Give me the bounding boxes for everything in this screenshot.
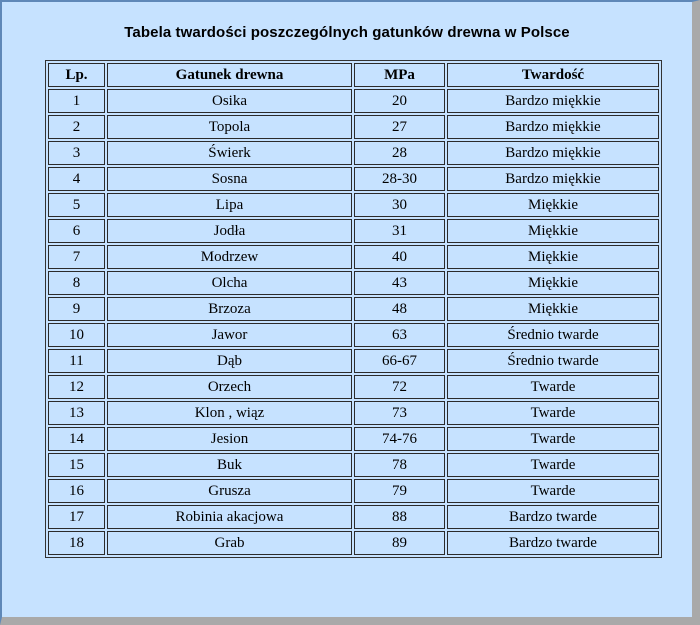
table-row [48,453,659,477]
cell-species: Dąb [107,349,352,373]
cell-number: 8 [48,271,105,295]
column-header-number: Lp. [48,63,105,87]
cell-number: 13 [48,401,105,425]
cell-mpa: 43 [354,271,445,295]
cell-mpa: 78 [354,453,445,477]
cell-mpa: 31 [354,219,445,243]
column-header-species: Gatunek drewna [107,63,352,87]
cell-mpa: 20 [354,89,445,113]
cell-species: Jesion [107,427,352,451]
cell-number: 4 [48,167,105,191]
table-row [48,401,659,425]
cell-hardness: Miękkie [447,219,659,243]
cell-hardness: Średnio twarde [447,349,659,373]
cell-species: Brzoza [107,297,352,321]
table-row [48,245,659,269]
cell-species: Robinia akacjowa [107,505,352,529]
cell-hardness: Bardzo miękkie [447,89,659,113]
cell-species: Świerk [107,141,352,165]
cell-number: 2 [48,115,105,139]
cell-mpa: 74-76 [354,427,445,451]
cell-mpa: 88 [354,505,445,529]
cell-number: 17 [48,505,105,529]
cell-species: Orzech [107,375,352,399]
cell-hardness: Miękkie [447,193,659,217]
cell-mpa: 28-30 [354,167,445,191]
cell-number: 7 [48,245,105,269]
column-header-hardness: Twardość [447,63,659,87]
cell-mpa: 63 [354,323,445,347]
column-header-mpa: MPa [354,63,445,87]
cell-mpa: 40 [354,245,445,269]
cell-hardness: Bardzo miękkie [447,115,659,139]
table-body [48,89,659,555]
cell-hardness: Twarde [447,453,659,477]
cell-hardness: Bardzo twarde [447,505,659,529]
cell-species: Buk [107,453,352,477]
cell-number: 12 [48,375,105,399]
table-row [48,271,659,295]
table-row [48,505,659,529]
cell-mpa: 89 [354,531,445,555]
cell-mpa: 28 [354,141,445,165]
table-row [48,167,659,191]
table-row [48,141,659,165]
cell-hardness: Twarde [447,479,659,503]
cell-species: Lipa [107,193,352,217]
cell-species: Grusza [107,479,352,503]
table-row [48,479,659,503]
table-row [48,115,659,139]
cell-species: Sosna [107,167,352,191]
cell-number: 6 [48,219,105,243]
cell-hardness: Twarde [447,401,659,425]
cell-hardness: Bardzo miękkie [447,141,659,165]
cell-number: 5 [48,193,105,217]
cell-hardness: Twarde [447,375,659,399]
cell-mpa: 27 [354,115,445,139]
cell-mpa: 66-67 [354,349,445,373]
cell-number: 9 [48,297,105,321]
cell-number: 3 [48,141,105,165]
table-row [48,297,659,321]
table-header-row [48,63,659,87]
cell-species: Jodła [107,219,352,243]
cell-number: 18 [48,531,105,555]
table-row [48,219,659,243]
cell-species: Osika [107,89,352,113]
cell-mpa: 73 [354,401,445,425]
table-row [48,375,659,399]
cell-species: Grab [107,531,352,555]
cell-species: Modrzew [107,245,352,269]
cell-mpa: 79 [354,479,445,503]
cell-hardness: Bardzo miękkie [447,167,659,191]
table-row [48,427,659,451]
table-row [48,349,659,373]
cell-hardness: Średnio twarde [447,323,659,347]
cell-species: Olcha [107,271,352,295]
table-row [48,323,659,347]
table-title: Tabela twardości poszczególnych gatunków drewna w Polsce [124,24,570,41]
cell-hardness: Twarde [447,427,659,451]
cell-number: 16 [48,479,105,503]
cell-number: 1 [48,89,105,113]
cell-mpa: 72 [354,375,445,399]
cell-mpa: 48 [354,297,445,321]
cell-mpa: 30 [354,193,445,217]
cell-hardness: Miękkie [447,245,659,269]
cell-number: 11 [48,349,105,373]
cell-number: 10 [48,323,105,347]
table-row [48,193,659,217]
cell-hardness: Miękkie [447,271,659,295]
cell-number: 15 [48,453,105,477]
table-row [48,531,659,555]
table-row [48,89,659,113]
cell-species: Klon , wiąz [107,401,352,425]
cell-species: Jawor [107,323,352,347]
cell-species: Topola [107,115,352,139]
hardness-table [45,60,662,558]
cell-number: 14 [48,427,105,451]
cell-hardness: Miękkie [447,297,659,321]
cell-hardness: Bardzo twarde [447,531,659,555]
